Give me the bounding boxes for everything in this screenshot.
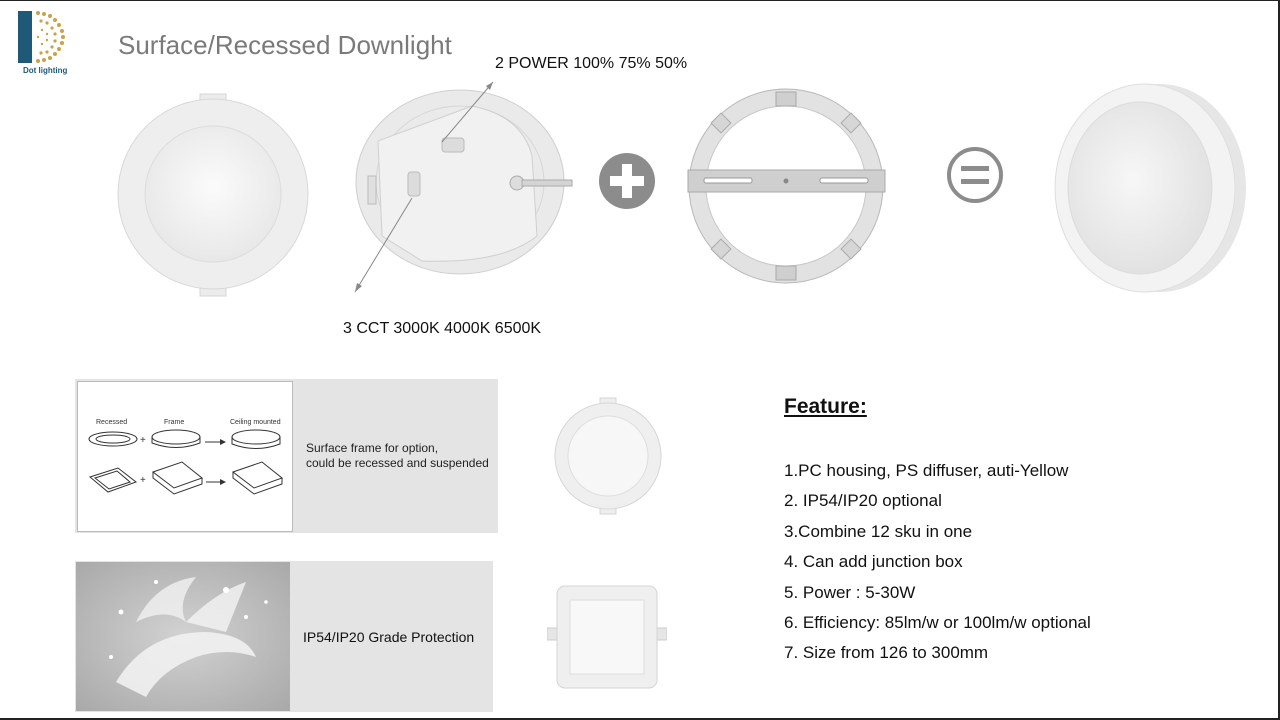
svg-text:+: + <box>140 475 146 486</box>
callout-arrows <box>350 70 510 300</box>
feature-item: 1.PC housing, PS diffuser, auti-Yellow <box>784 461 1069 480</box>
frame-option-description <box>306 441 496 471</box>
logo-text: Dot lighting <box>23 66 68 75</box>
recessed-downlight-image <box>112 90 312 300</box>
frame-description-line-1: Surface frame for option, <box>306 441 439 455</box>
feature-item: 4. Can add junction box <box>784 552 963 572</box>
dot-d-logo-icon <box>14 8 86 68</box>
water-splash-image <box>76 562 290 711</box>
feature-item: 5. Power : 5-30W <box>784 582 916 602</box>
svg-text:+: + <box>140 435 146 446</box>
square-downlight-small-image <box>547 584 667 690</box>
feature-title: Feature: <box>784 395 867 418</box>
page-title: Surface/Recessed Downlight <box>118 30 452 60</box>
top-border <box>0 0 1280 1</box>
plus-circle-icon <box>598 152 656 210</box>
feature-list <box>784 456 1091 669</box>
feature-item: 3.Combine 12 sku in one <box>784 521 973 541</box>
feature-item: 7. Size from 126 to 300mm <box>784 643 989 663</box>
frame-diagram-drawing <box>78 382 292 531</box>
equals-circle-icon <box>946 146 1004 204</box>
diagram-label-recessed: Recessed <box>96 419 128 426</box>
frame-description-line-2: could be recessed and suspended <box>306 456 489 470</box>
frame-diagram <box>77 381 293 532</box>
round-downlight-small-image <box>552 396 664 516</box>
power-callout: 2 POWER 100% 75% 50% <box>495 55 688 72</box>
surface-frame-ring-image <box>684 86 889 286</box>
feature-item: 6. Efficiency: 85lm/w or 100lm/w optional <box>784 612 1091 632</box>
surface-mounted-downlight-image <box>1040 80 1260 305</box>
cct-callout: 3 CCT 3000K 4000K 6500K <box>343 320 542 337</box>
diagram-label-frame: Frame <box>164 419 185 426</box>
ip-protection-label: IP54/IP20 Grade Protection <box>303 629 475 645</box>
logo <box>14 8 86 68</box>
diagram-label-ceiling: Ceiling mounted <box>230 419 281 426</box>
feature-item: 2. IP54/IP20 optional <box>784 491 942 511</box>
